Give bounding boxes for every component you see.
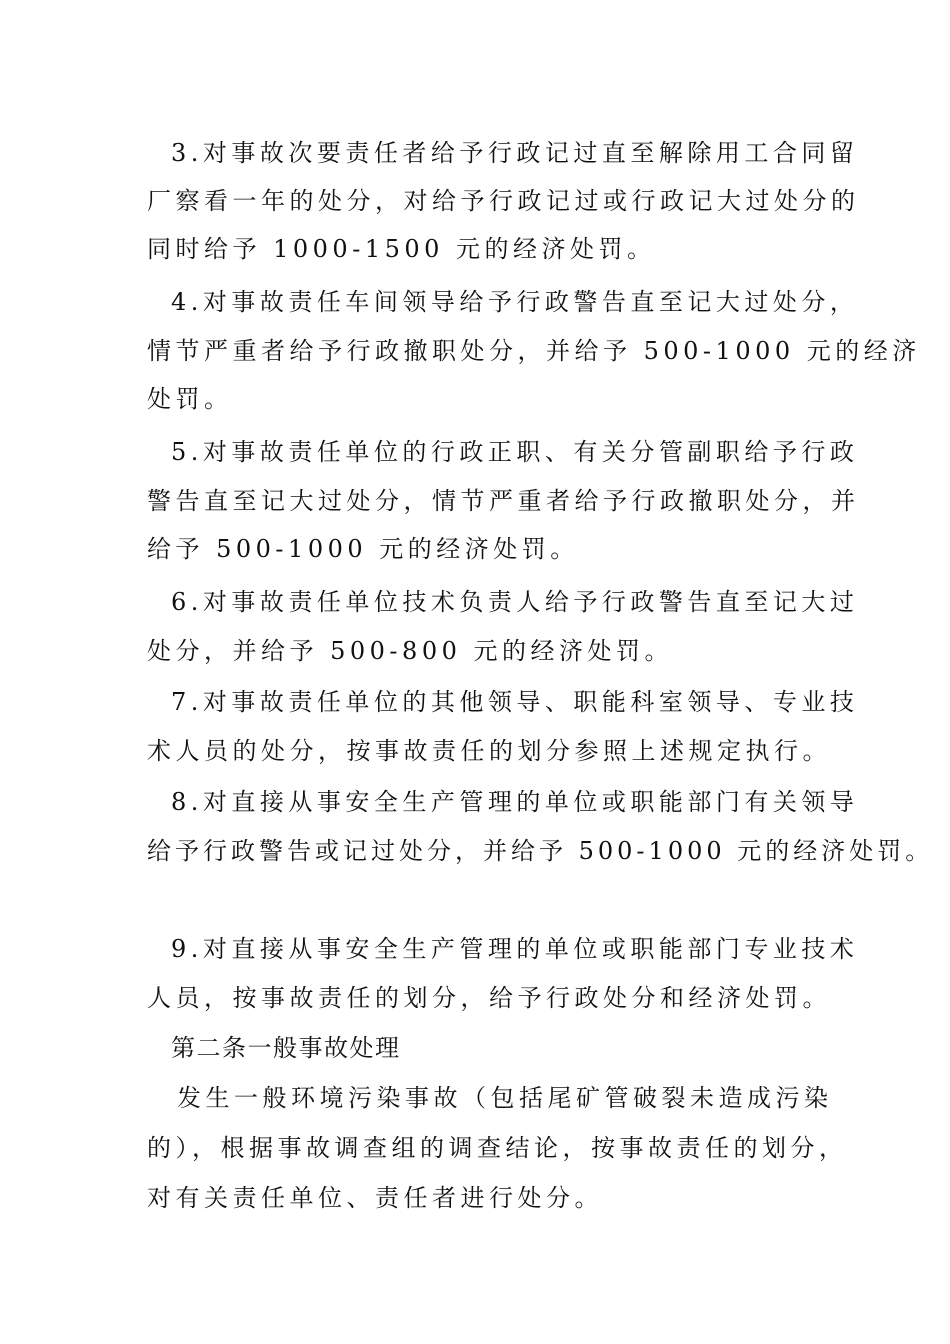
clause-7-line-2: 术人员的处分，按事故责任的划分参照上述规定执行。 bbox=[147, 737, 831, 765]
clause-8-line-1: 8.对直接从事安全生产管理的单位或职能部门有关领导 bbox=[171, 788, 859, 816]
clause-4-line-2: 情节严重者给予行政撤职处分，并给予 500-1000 元的经济 bbox=[147, 337, 921, 365]
clause-5-line-3: 给予 500-1000 元的经济处罚。 bbox=[147, 535, 579, 563]
clause-6-line-2: 处分，并给予 500-800 元的经济处罚。 bbox=[147, 637, 673, 665]
clause-9-line-2: 人员，按事故责任的划分，给予行政处分和经济处罚。 bbox=[147, 984, 831, 1012]
clause-5-line-1: 5.对事故责任单位的行政正职、有关分管副职给予行政 bbox=[171, 438, 859, 466]
general-accident-line-2: 的），根据事故调查组的调查结论，按事故责任的划分， bbox=[147, 1134, 848, 1162]
clause-6-line-1: 6.对事故责任单位技术负责人给予行政警告直至记大过 bbox=[171, 588, 859, 616]
section-heading-general-accident: 第二条一般事故处理 bbox=[171, 1034, 401, 1062]
clause-7-line-1: 7.对事故责任单位的其他领导、职能科室领导、专业技 bbox=[171, 688, 859, 716]
clause-3-line-2: 厂察看一年的处分，对给予行政记过或行政记大过处分的 bbox=[147, 187, 860, 215]
clause-4-line-1: 4.对事故责任车间领导给予行政警告直至记大过处分， bbox=[171, 288, 859, 316]
clause-4-line-3: 处罚。 bbox=[147, 385, 233, 413]
clause-5-line-2: 警告直至记大过处分，情节严重者给予行政撤职处分，并 bbox=[147, 487, 860, 515]
general-accident-line-1: 发生一般环境污染事故（包括尾矿管破裂未造成污染 bbox=[177, 1084, 833, 1112]
clause-8-line-2: 给予行政警告或记过处分，并给予 500-1000 元的经济处罚。 bbox=[147, 837, 934, 865]
clause-9-line-1: 9.对直接从事安全生产管理的单位或职能部门专业技术 bbox=[171, 935, 859, 963]
clause-3-line-1: 3.对事故次要责任者给予行政记过直至解除用工合同留 bbox=[171, 139, 859, 167]
general-accident-line-3: 对有关责任单位、责任者进行处分。 bbox=[147, 1184, 603, 1212]
clause-3-line-3: 同时给予 1000-1500 元的经济处罚。 bbox=[147, 235, 656, 263]
